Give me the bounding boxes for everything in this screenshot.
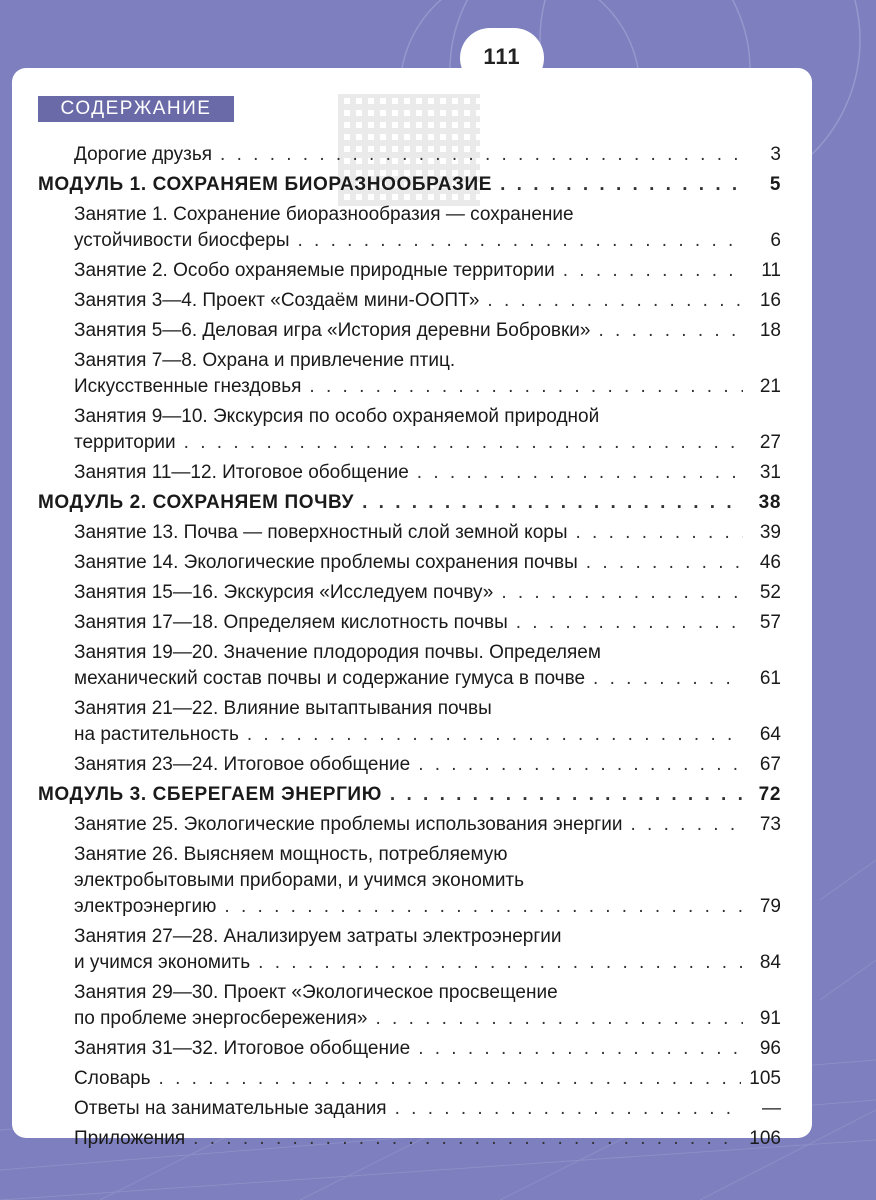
toc-entry-last-line: [74, 228, 781, 254]
toc-page-number: 31: [759, 462, 781, 483]
toc-page-number: 91: [759, 1008, 781, 1029]
toc-entry-last-line: [74, 1126, 781, 1152]
dot-leader: [193, 1126, 741, 1152]
toc-entry-last-line: [74, 460, 781, 486]
toc-module-entry: [38, 172, 781, 198]
dot-leader: [598, 318, 743, 344]
toc-page-number: 79: [759, 896, 781, 917]
toc-entry-line: Занятия 19—20. Значение плодородия почвы. Определяем: [74, 642, 601, 663]
toc-entry: [38, 580, 781, 606]
dot-leader: [258, 950, 743, 976]
toc-entry-line: Занятия 21—22. Влияние вытаптывания почвы: [74, 698, 492, 719]
toc-entry-title: Дорогие друзья: [74, 144, 213, 165]
toc-page-number: 106: [749, 1128, 781, 1149]
toc-entry-last-line: [74, 894, 781, 920]
toc-entry-title: на растительность: [74, 724, 239, 745]
toc-entry-last-line: [38, 172, 781, 198]
toc-entry: [38, 348, 781, 400]
toc-entry-title: механический состав почвы и содержание гумуса в почве: [74, 668, 586, 689]
toc-entry-title: Занятия 31—32. Итоговое обобщение: [74, 1038, 411, 1059]
toc-entry-title: Занятия 11—12. Итоговое обобщение: [74, 462, 409, 483]
toc-entry: [38, 460, 781, 486]
toc-entry: [38, 752, 781, 778]
toc-page-number: 16: [759, 290, 781, 311]
toc-entry-title: Занятие 14. Экологические проблемы сохранения почвы: [74, 552, 578, 573]
dot-leader: [390, 782, 743, 808]
dot-leader: [576, 520, 744, 546]
toc-entry-title: Занятия 23—24. Итоговое обобщение: [74, 754, 411, 775]
toc-entry-last-line: [74, 318, 781, 344]
dot-leader: [184, 430, 743, 456]
toc-entry-title: Словарь: [74, 1068, 151, 1089]
toc-entry-last-line: [74, 258, 781, 284]
toc-entry: [38, 550, 781, 576]
toc-entry: [38, 1126, 781, 1152]
dot-leader: [309, 374, 743, 400]
toc-entry-last-line: [74, 752, 781, 778]
toc-entry: [38, 640, 781, 692]
toc-page-number: 73: [759, 814, 781, 835]
toc-entry-last-line: [74, 950, 781, 976]
toc-entry-title: МОДУЛЬ 3. СБЕРЕГАЕМ ЭНЕРГИЮ: [38, 784, 382, 805]
dot-leader: [375, 1006, 743, 1032]
toc-entry-last-line: [74, 1096, 781, 1122]
toc-entry: [38, 1036, 781, 1062]
toc-entry-line: Занятия 29—30. Проект «Экологическое просвещение: [74, 982, 558, 1003]
toc-entry-last-line: [74, 550, 781, 576]
toc-entry: [38, 520, 781, 546]
toc-entry-last-line: [74, 1036, 781, 1062]
toc-entry: [38, 1066, 781, 1092]
dot-leader: [630, 812, 743, 838]
toc-entry: [38, 696, 781, 748]
toc-page-number: 57: [759, 612, 781, 633]
toc-entry: [38, 812, 781, 838]
toc-entry-last-line: [74, 610, 781, 636]
toc-entry-title: Занятие 25. Экологические проблемы использования энергии: [74, 814, 623, 835]
toc-entry-line: Занятия 9—10. Экскурсия по особо охраняемой природной: [74, 406, 600, 427]
dot-leader: [586, 550, 743, 576]
toc-entry-last-line: [74, 374, 781, 400]
dot-leader: [418, 1036, 743, 1062]
table-of-contents: [38, 142, 781, 1156]
toc-entry: [38, 980, 781, 1032]
toc-entry-last-line: [38, 490, 781, 516]
dot-leader: [224, 894, 743, 920]
toc-entry-last-line: [74, 288, 781, 314]
toc-entry-title: устойчивости биосферы: [74, 230, 290, 251]
dot-leader: [418, 752, 743, 778]
toc-page-number: 11: [761, 260, 781, 281]
toc-entry-line: Занятие 1. Сохранение биоразнообразия — сохранение: [74, 204, 574, 225]
dot-leader: [298, 228, 744, 254]
dot-leader: [500, 172, 743, 198]
dot-leader: [159, 1066, 742, 1092]
dot-leader: [563, 258, 743, 284]
toc-entry: [38, 202, 781, 254]
toc-entry-title: Приложения: [74, 1128, 186, 1149]
toc-page-number: 39: [759, 522, 781, 543]
toc-entry-last-line: [74, 722, 781, 748]
toc-entry: [38, 1096, 781, 1122]
toc-page-number: 96: [759, 1038, 781, 1059]
toc-page-number: 3: [770, 144, 781, 165]
toc-entry-title: Занятия 3—4. Проект «Создаём мини-ООПТ»: [74, 290, 480, 311]
dot-leader: [501, 580, 743, 606]
toc-entry-title: Занятие 2. Особо охраняемые природные территории: [74, 260, 555, 281]
toc-page-number: 38: [758, 492, 781, 513]
toc-entry: [38, 610, 781, 636]
dot-leader: [516, 610, 743, 636]
toc-module-entry: [38, 782, 781, 808]
toc-entry-last-line: [74, 430, 781, 456]
toc-page-number: 21: [759, 376, 781, 397]
toc-entry-last-line: [38, 782, 781, 808]
toc-page-number: 52: [759, 582, 781, 603]
toc-page-number: 5: [769, 174, 781, 195]
page-number-tab: [460, 28, 544, 88]
toc-entry: [38, 924, 781, 976]
dot-leader: [362, 490, 743, 516]
dot-leader: [487, 288, 743, 314]
toc-module-entry: [38, 490, 781, 516]
dot-leader: [593, 666, 743, 692]
page-number: 111: [483, 44, 521, 69]
toc-entry-line: Занятия 7—8. Охрана и привлечение птиц.: [74, 350, 456, 371]
toc-page-number: 18: [759, 320, 781, 341]
toc-entry-last-line: [74, 142, 781, 168]
toc-page-number: 6: [770, 230, 781, 251]
toc-page-number: 67: [759, 754, 781, 775]
toc-entry-line: Занятие 26. Выясняем мощность, потребляемую: [74, 844, 508, 865]
toc-entry-line: Занятия 27—28. Анализируем затраты электроэнергии: [74, 926, 562, 947]
toc-entry-title: МОДУЛЬ 2. СОХРАНЯЕМ ПОЧВУ: [38, 492, 355, 513]
toc-entry-title: Занятия 15—16. Экскурсия «Исследуем почву»: [74, 582, 494, 603]
toc-entry-title: Ответы на занимательные задания: [74, 1098, 387, 1119]
toc-entry-last-line: [74, 580, 781, 606]
toc-page-number: 64: [759, 724, 781, 745]
toc-entry-title: Искусственные гнездовья: [74, 376, 302, 397]
contents-heading: СОДЕРЖАНИЕ: [38, 96, 234, 122]
toc-page-number: 72: [758, 784, 781, 805]
toc-page-number: 105: [749, 1068, 781, 1089]
toc-entry: [38, 318, 781, 344]
dot-leader: [220, 142, 743, 168]
toc-entry-last-line: [74, 520, 781, 546]
toc-entry-last-line: [74, 1006, 781, 1032]
toc-entry-last-line: [74, 1066, 781, 1092]
toc-page-number: 27: [759, 432, 781, 453]
toc-page-number: 84: [759, 952, 781, 973]
toc-entry-title: Занятия 17—18. Определяем кислотность почвы: [74, 612, 508, 633]
toc-entry: [38, 404, 781, 456]
dot-leader: [395, 1096, 743, 1122]
toc-entry-title: Занятия 5—6. Деловая игра «История деревни Бобровки»: [74, 320, 591, 341]
toc-entry-title: по проблеме энергосбережения»: [74, 1008, 368, 1029]
toc-entry: [38, 142, 781, 168]
toc-entry-title: территории: [74, 432, 176, 453]
toc-entry-last-line: [74, 812, 781, 838]
toc-page-number: —: [762, 1098, 781, 1119]
dot-leader: [247, 722, 743, 748]
toc-entry: [38, 258, 781, 284]
toc-page-number: 46: [759, 552, 781, 573]
toc-entry-title: электроэнергию: [74, 896, 217, 917]
toc-entry-last-line: [74, 666, 781, 692]
toc-page-number: 61: [759, 668, 781, 689]
dot-leader: [417, 460, 743, 486]
toc-entry-title: МОДУЛЬ 1. СОХРАНЯЕМ БИОРАЗНООБРАЗИЕ: [38, 174, 493, 195]
toc-entry: [38, 842, 781, 920]
toc-entry: [38, 288, 781, 314]
toc-entry-title: Занятие 13. Почва — поверхностный слой земной коры: [74, 522, 568, 543]
toc-entry-title: и учимся экономить: [74, 952, 251, 973]
toc-entry-line: электробытовыми приборами, и учимся экономить: [74, 870, 525, 891]
